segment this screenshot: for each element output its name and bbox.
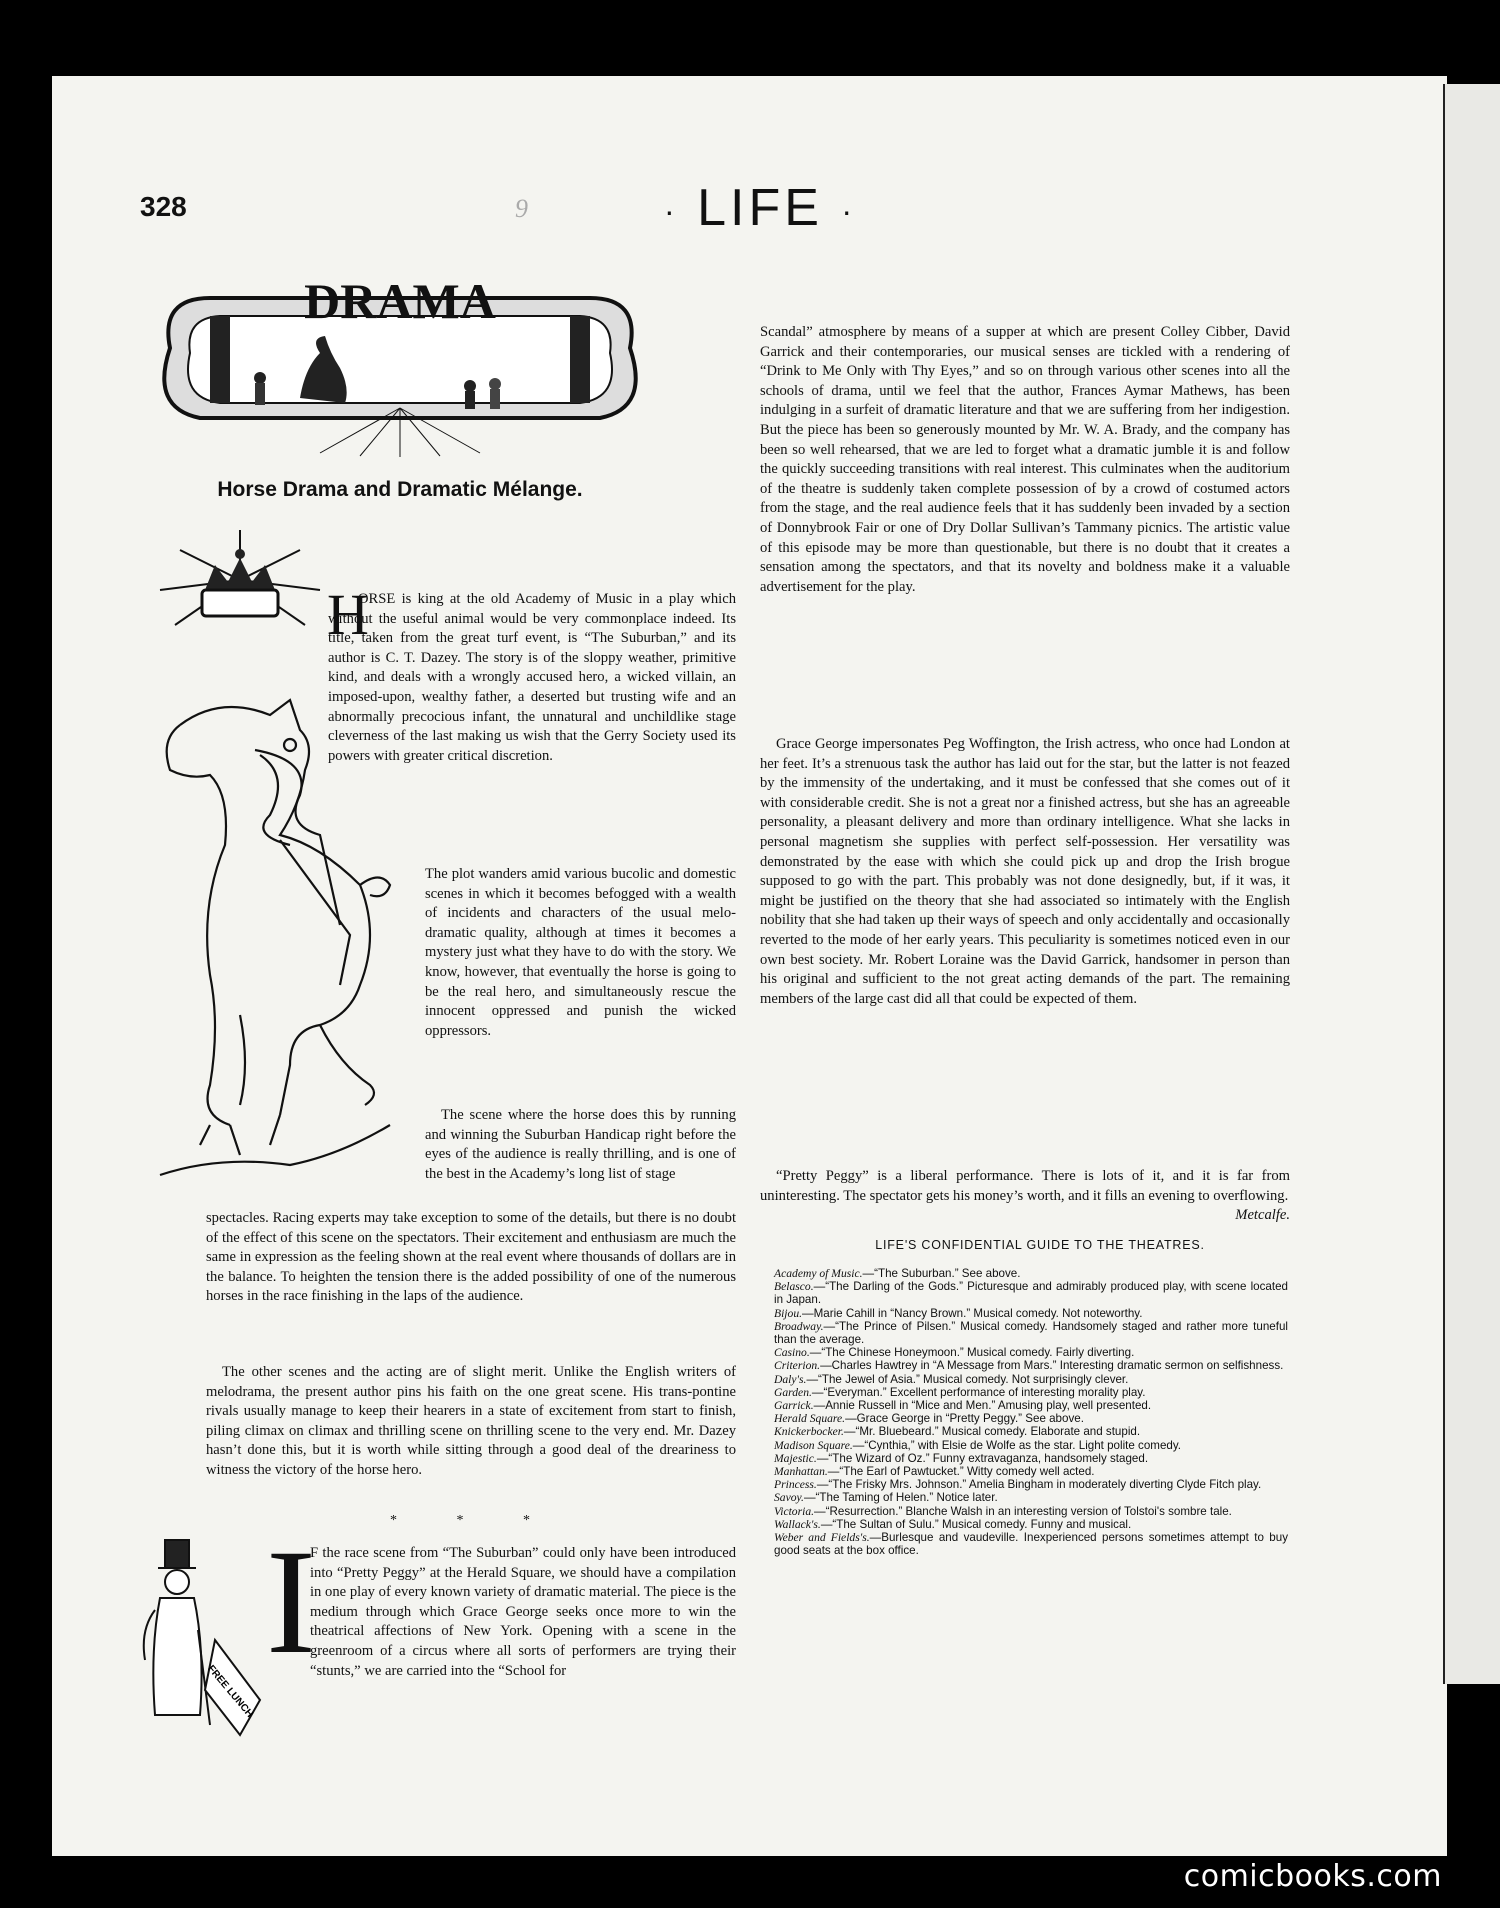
guide-item [774, 1359, 1288, 1372]
guide-text: —“The Wizard of Oz.” Funny extravaganza, handsomely staged. [816, 1451, 1149, 1465]
guide-theatre: Herald Square. [774, 1412, 846, 1426]
sign-text: FREE LUNCH [205, 1663, 256, 1720]
guide-theatre: Criterion. [774, 1359, 821, 1373]
banner-title: DRAMA [304, 273, 496, 329]
guide-text: —“Mr. Bluebeard.” Musical comedy. Elaborate and stupid. [843, 1425, 1141, 1439]
paragraph-other-scenes: The other scenes and the acting are of slight merit. Unlike the English writers of melodrama, the present author pins his faith on the one great scene. His trans-pontine rivals usually manage to keep their hearers in a state of excitement from start to finish, piling climax on climax and thrilling scene on thrilling scene to the very end. Mr. Dazey hasn’t done this, but it is worth while sitting through a good deal of the dreariness to witness the victory of the horse hero. [206, 1364, 736, 1478]
theatre-guide-list [774, 1267, 1288, 1557]
guide-item [774, 1425, 1288, 1438]
paragraph-horse-drama-2: The plot wanders amid various bucolic and domestic scenes in which it becomes befogged with a wealth of incidents and characters of the usual melo-dramatic quality, although at times it becomes a mystery just what they have to do with the story. We know, however, that eventually the horse is going to be the real hero, and simultaneously rescue the innocent oppressed and punish the wicked oppressors. [425, 866, 736, 1039]
guide-text: —“Resurrection.” Blanche Walsh in an interesting version of Tolstoi's sombre tale. [814, 1504, 1232, 1518]
guide-item [774, 1518, 1288, 1531]
paragraph-scene-2: spectacles. Racing experts may take exception to some of the details, but there is no doubt of the effect of this scene on the spectators. Their excitement and enthusiasm are much the same in expression as the feeling shown at the real event where thousands of dollars are in the balance. To heighten the tension there is the added possibility of one of the numerous horses in the race finishing in the laps of the audience. [206, 1210, 736, 1305]
guide-theatre: Manhattan. [774, 1465, 828, 1479]
dropcap-h: H [327, 582, 369, 647]
guide-item [774, 1491, 1288, 1504]
guide-item [774, 1267, 1288, 1280]
guide-text: —“The Darling of the Gods.” Picturesque and admirably produced play, with scene located in Japan. [774, 1280, 1288, 1307]
guide-text: —“The Sultan of Sulu.” Musical comedy. Funny and musical. [820, 1517, 1132, 1531]
guide-item [774, 1373, 1288, 1386]
guide-item [774, 1439, 1288, 1452]
section-divider: * * * [390, 1513, 558, 1528]
paragraph-conclusion: “Pretty Peggy” is a liberal performance. There is lots of it, and it is far from uninteresting. The spectator gets his money’s worth, and it fills an evening to overflowing. [760, 1168, 1290, 1204]
paragraph-pretty-peggy-intro: F the race scene from “The Suburban” could only have been introduced into “Pretty Peggy” at the Herald Square, we should have a compilation in one play of every known variety of dramatic material. The piece is the medium through which Grace George seeks once more to win the theatrical affections of New York. Opening with a scene in the greenroom of a circus where all sorts of performers are trying their “stunts,” we are carried into the “School for [310, 1545, 736, 1679]
paragraph-horse-drama-1: ORSE is king at the old Academy of Music in a play which without the useful animal would be very commonplace indeed. Its title, taken from the great turf event, is “The Suburban,” and its author is C. T. Dazey. The story is of the sloppy weather, primitive kind, and deals with a wrongly accused hero, a wicked villain, an imposed-upon, wealthy father, a deserted but trusting wife and an abnormally precocious infant, the unnatural and unchildlike stage cleverness of the last making us wish that the Gerry Society used its powers with greater critical discretion. [328, 591, 736, 764]
guide-item [774, 1505, 1288, 1518]
masthead [610, 178, 910, 238]
guide-theatre: Weber and Fields's. [774, 1531, 870, 1545]
paragraph-grace-george: Grace George impersonates Peg Woffington, the Irish actress, who once had London at her feet. It’s a strenuous task the author has laid out for the star, but the latter is not feazed by the immensity of the undertaking, and it must be confessed that she comes out of it with considerable credit. She is not a great nor a finished actress, but she has an agreeable personality, a pleasant delivery and more than ordinary intelligence. What she lacks in personal magnetism she supplies with perfect self-possession. Her versatility was demonstrated by the ease with which she could pick up and drop the Irish brogue supposed to go with the part. This probably was not done designedly, but, if it was, it might be justified on the theory that she had associated so intimately with the English nobility that she had taken up their ways of speech and only accidentally and occasionally reverted to the mode of her early years. This peculiarity is sometimes noticed even in our own best society. Mr. Robert Loraine was the David Garrick, handsomer in person than his original and sufficient to the not great acting demands of the part. The remaining members of the large cast did all that could be expected of them. [760, 736, 1290, 1007]
guide-theatre: Daly's. [774, 1372, 807, 1386]
next-page-edge [1443, 84, 1500, 1684]
masthead-dot-left: · [663, 192, 679, 229]
guide-text: —“The Chinese Honeymoon.” Musical comedy. Fairly diverting. [809, 1346, 1135, 1360]
guide-theatre: Garrick. [774, 1399, 814, 1413]
guide-item [774, 1412, 1288, 1425]
guide-theatre: Knickerbocker. [774, 1425, 844, 1439]
guide-text: —“The Frisky Mrs. Johnson.” Amelia Bingham in moderately diverting Clyde Fitch play. [816, 1478, 1262, 1492]
guide-text: —“The Suburban.” See above. [862, 1267, 1021, 1280]
guide-text: —Marie Cahill in “Nancy Brown.” Musical comedy. Not noteworthy. [802, 1306, 1143, 1320]
guide-item [774, 1346, 1288, 1359]
masthead-title: LIFE [697, 179, 823, 237]
guide-item [774, 1399, 1288, 1412]
author-signature: Metcalfe. [1235, 1207, 1290, 1223]
guide-item [774, 1280, 1288, 1306]
guide-theatre: Belasco. [774, 1280, 814, 1294]
guide-text: —Grace George in “Pretty Peggy.” See above. [845, 1412, 1084, 1426]
guide-item [774, 1307, 1288, 1320]
guide-text: —“Everyman.” Excellent performance of interesting morality play. [811, 1385, 1146, 1399]
guide-text: —“The Earl of Pawtucket.” Witty comedy well acted. [827, 1465, 1095, 1479]
guide-text: —Charles Hawtrey in “A Message from Mars.” Interesting dramatic sermon on selfishness. [820, 1359, 1284, 1373]
guide-theatre: Bijou. [774, 1306, 803, 1320]
crown-icon [140, 520, 340, 680]
guide-theatre: Garden. [774, 1385, 812, 1399]
guide-text: —Annie Russell in “Mice and Men.” Amusing play, well presented. [813, 1399, 1152, 1413]
masthead-dot-right: · [841, 192, 857, 229]
article-title: Horse Drama and Dramatic Mélange. [217, 478, 583, 501]
guide-theatre: Academy of Music. [774, 1267, 863, 1280]
pencil-mark: 9 [515, 194, 528, 223]
guide-item [774, 1465, 1288, 1478]
watermark[interactable]: comicbooks.com [1183, 1859, 1442, 1894]
guide-text: —“The Prince of Pilsen.” Musical comedy. Handsomely staged and rather more tuneful than the average. [774, 1319, 1288, 1347]
guide-theatre: Savoy. [774, 1491, 804, 1505]
paragraph-scene-1: The scene where the horse does this by running and winning the Suburban Handicap right before the eyes of the audience is really thrilling, and is one of the best in the Academy’s long list of stage [425, 1107, 736, 1182]
guide-theatre: Broadway. [774, 1319, 824, 1333]
guide-theatre: Casino. [774, 1346, 810, 1360]
guide-item [774, 1320, 1288, 1346]
guide-item [774, 1531, 1288, 1557]
theatre-guide-title: LIFE'S CONFIDENTIAL GUIDE TO THE THEATRES. [875, 1238, 1205, 1252]
guide-item [774, 1478, 1288, 1491]
guide-theatre: Wallack's. [774, 1517, 821, 1531]
paragraph-school-for-scandal: Scandal” atmosphere by means of a supper at which are present Colley Cibber, David Garrick and their contemporaries, our musical senses are tickled with a rendering of “Drink to Me Only with Thy Eyes,” and so on through various other scenes into all the schools of drama, until we feel that the author, Frances Aymar Mathews, has been indulging in a surfeit of dramatic literature and that we are suffering from her indigestion. But the piece has been so generously mounted by Mr. W. A. Brady, and the company has been so well rehearsed, that we are led to forget what a dramatic jumble it is and follow the quickly succeeding transitions with real interest. This culminates when the auditorium of the theatre is suddenly taken complete possession of by a crowd of costumed actors from the stage, and the real audience feels that it has suddenly been invaded by a section of Donnybrook Fair or one of Dry Dollar Sullivan’s Tammany picnics. The artistic value of this episode may be more than questionable, but there is no doubt that it creates a sensation among the spectators, and that its novelty and boldness make it a valuable advertisement for the play. [760, 324, 1290, 595]
dropcap-i: I [266, 1519, 316, 1685]
guide-theatre: Madison Square. [774, 1438, 853, 1452]
guide-text: —Burlesque and vaudeville. Inexperienced persons sometimes attempt to buy good seats at the box office. [774, 1531, 1289, 1558]
guide-theatre: Victoria. [774, 1504, 815, 1518]
guide-text: —“The Taming of Helen.” Notice later. [803, 1491, 998, 1505]
guide-item [774, 1452, 1288, 1465]
guide-theatre: Princess. [774, 1478, 817, 1492]
man-with-sign-illustration [120, 1530, 280, 1750]
guide-text: —“Cynthia,” with Elsie de Wolfe as the star. Light polite comedy. [852, 1438, 1182, 1452]
drama-banner-illustration [150, 258, 650, 458]
guide-theatre: Majestic. [774, 1451, 817, 1465]
page-number: 328 [140, 191, 187, 222]
guide-item [774, 1386, 1288, 1399]
guide-text: —“The Jewel of Asia.” Musical comedy. Not surprisingly clever. [806, 1372, 1129, 1386]
